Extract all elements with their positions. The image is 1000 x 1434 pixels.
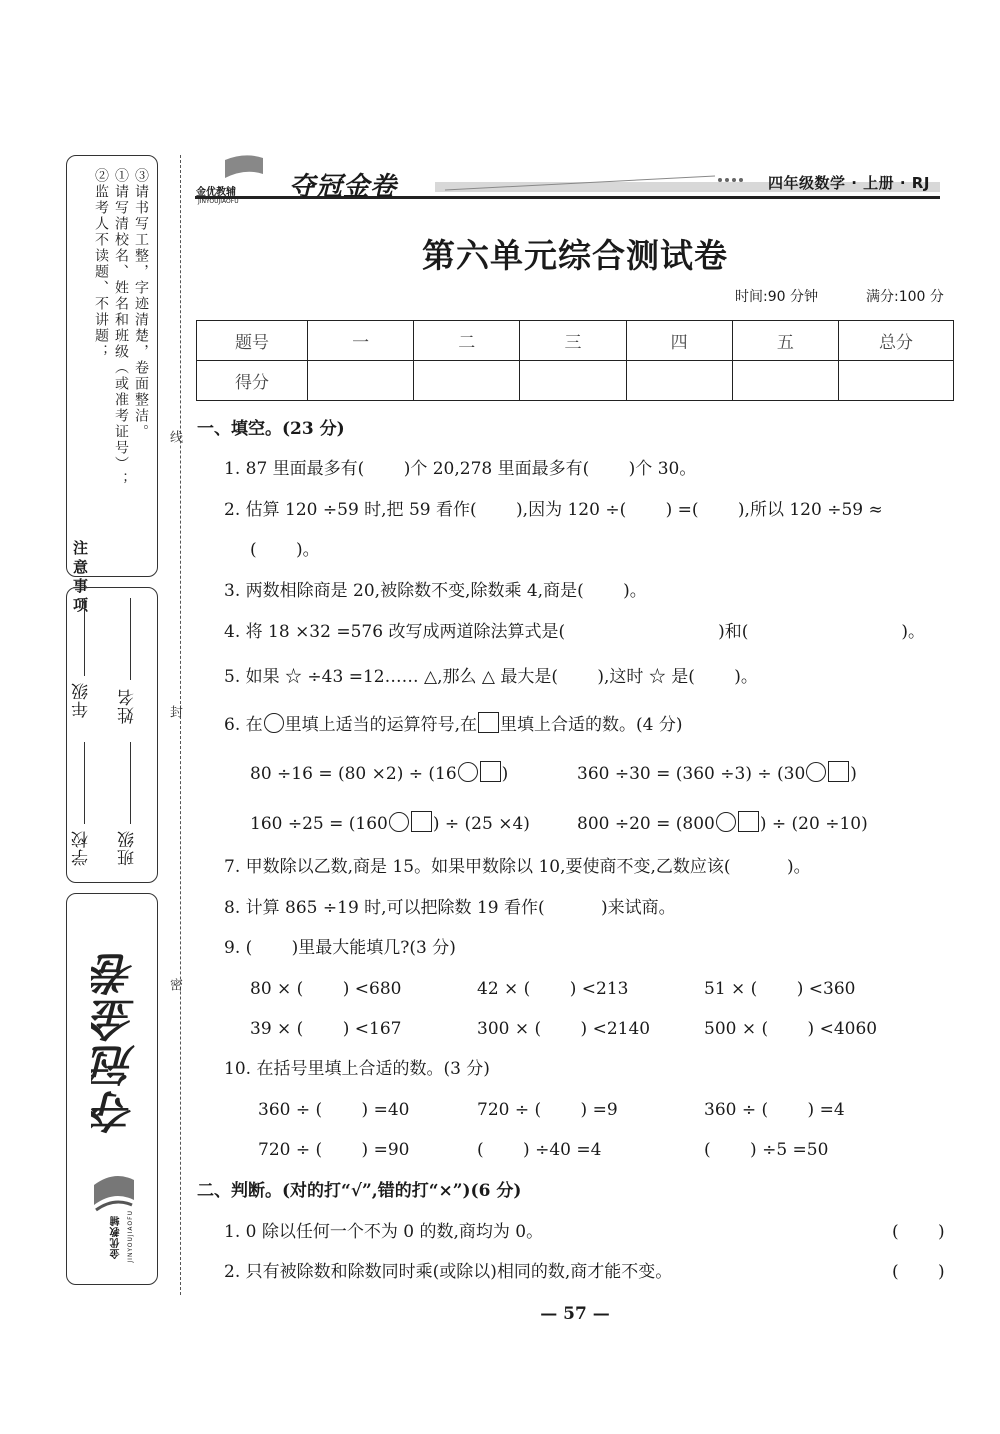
q9-item-6: 500 × ( ) <4060	[704, 1019, 878, 1039]
name-blank[interactable]	[130, 598, 131, 680]
cut-line	[180, 155, 181, 1295]
page-number: — 57 —	[540, 1304, 610, 1324]
q6-item-2-left: 360 ÷30 = (360 ÷3) ÷ (30	[577, 764, 806, 784]
score-cell-4: 四	[626, 321, 732, 361]
school-blank[interactable]	[84, 742, 85, 824]
q10-item-4: 720 ÷ ( ) =90	[258, 1140, 410, 1160]
number-box-input[interactable]	[480, 761, 501, 782]
question-2-cont: ( )。	[250, 540, 320, 560]
number-box-input[interactable]	[411, 811, 432, 832]
score-input-4[interactable]	[626, 361, 732, 401]
question-4: 4. 将 18 ×32 =576 改写成两道除法算式是( )和( )。	[224, 622, 925, 642]
time-limit: 时间:90 分钟	[735, 289, 818, 305]
section1-heading: 一、填空。(23 分)	[197, 419, 345, 439]
q6-item-3	[250, 811, 530, 835]
brand-title: 夺冠金卷	[289, 172, 398, 202]
q6-item-4-right: ) ÷ (20 ÷10)	[759, 814, 868, 834]
score-row-label: 得分	[197, 361, 308, 401]
question-9: 9. ( )里最大能填几?(3 分)	[224, 938, 456, 958]
score-cell-total: 总分	[839, 321, 954, 361]
question-7: 7. 甲数除以乙数,商是 15。如果甲数除以 10,要使商不变,乙数应该( )。	[224, 857, 811, 877]
logo-vertical-text: 金优教辅	[111, 1215, 122, 1259]
question-6-post: 里填上合适的数。(4 分)	[500, 715, 683, 735]
question-2: 2. 估算 120 ÷59 时,把 59 看作( ),因为 120 ÷( ) =( ),所以 120 ÷59 ≈	[224, 500, 883, 520]
logo-text: 金优教辅	[196, 187, 236, 198]
judge-question-2: 2. 只有被除数和除数同时乘(或除以)相同的数,商才能不变。	[224, 1262, 673, 1282]
circle-icon	[264, 713, 284, 733]
question-1: 1. 87 里面最多有( )个 20,278 里面最多有( )个 30。	[224, 459, 697, 479]
number-box-input[interactable]	[738, 811, 759, 832]
q6-item-1	[250, 761, 508, 785]
q6-item-3-right: ) ÷ (25 ×4)	[432, 814, 530, 834]
operator-circle-input[interactable]	[389, 812, 409, 832]
q9-item-5: 300 × ( ) <2140	[477, 1019, 651, 1039]
q9-item-2: 42 × ( ) <213	[477, 979, 629, 999]
score-table	[196, 320, 954, 401]
logo-subtext: JINYOUJIAOFU	[198, 198, 239, 205]
q6-item-1-right: )	[501, 764, 509, 784]
judge-question-1: 1. 0 除以任何一个不为 0 的数,商均为 0。	[224, 1222, 544, 1242]
q10-item-5: ( ) ÷40 =4	[477, 1140, 602, 1160]
q6-item-2	[577, 761, 857, 785]
question-3: 3. 两数相除商是 20,被除数不变,除数乘 4,商是( )。	[224, 581, 647, 601]
score-cell-2: 二	[414, 321, 520, 361]
score-input-total[interactable]	[839, 361, 954, 401]
cut-word-seal: 封	[167, 705, 182, 718]
q6-item-4	[577, 811, 868, 835]
q10-item-6: ( ) ÷5 =50	[704, 1140, 829, 1160]
q9-item-4: 39 × ( ) <167	[250, 1019, 402, 1039]
q6-item-2-right: )	[850, 764, 857, 784]
score-input-1[interactable]	[308, 361, 414, 401]
square-box-icon	[478, 712, 499, 733]
q6-item-4-left: 800 ÷20 = (800	[577, 814, 715, 834]
operator-circle-input[interactable]	[806, 762, 826, 782]
q6-item-1-left: 80 ÷16 = (80 ×2) ÷ (16	[250, 764, 457, 784]
class-label: 班级	[118, 830, 138, 866]
full-score: 满分:100 分	[866, 289, 944, 305]
school-label: 学校	[72, 830, 92, 866]
class-blank[interactable]	[130, 742, 131, 824]
question-6	[224, 712, 683, 736]
operator-circle-input[interactable]	[458, 762, 478, 782]
brand-vertical-title: 夺冠金卷	[92, 950, 143, 1134]
q10-item-1: 360 ÷ ( ) =40	[258, 1100, 410, 1120]
name-label: 姓名	[118, 688, 138, 724]
note-line-2: ②监考人不读题、不讲题；	[93, 168, 109, 360]
score-cell-1: 一	[308, 321, 414, 361]
judge-answer-2[interactable]: ( )	[892, 1262, 945, 1282]
score-table-header-row	[197, 321, 954, 361]
question-10: 10. 在括号里填上合适的数。(3 分)	[224, 1059, 490, 1079]
number-box-input[interactable]	[828, 761, 849, 782]
question-6-pre: 6. 在	[224, 715, 263, 735]
question-8: 8. 计算 865 ÷19 时,可以把除数 19 看作( )来试商。	[224, 898, 676, 918]
q9-item-3: 51 × ( ) <360	[704, 979, 856, 999]
score-table-score-row	[197, 361, 954, 401]
notes-title: 注意事项	[71, 540, 89, 616]
score-input-5[interactable]	[732, 361, 838, 401]
score-cell-5: 五	[732, 321, 838, 361]
grade-label: 年级	[72, 682, 92, 718]
subject-label: 四年级数学 · 上册 · RJ	[768, 174, 930, 192]
q6-item-3-left: 160 ÷25 = (160	[250, 814, 388, 834]
judge-answer-1[interactable]: ( )	[892, 1222, 945, 1242]
section2-heading: 二、判断。(对的打“√”,错的打“×”)(6 分)	[197, 1181, 522, 1201]
score-cell-3: 三	[520, 321, 626, 361]
logo-vertical-sub: JINYOUJIAOFU	[127, 1210, 134, 1263]
q10-item-3: 360 ÷ ( ) =4	[704, 1100, 845, 1120]
score-input-3[interactable]	[520, 361, 626, 401]
cut-word-secret: 密	[167, 978, 182, 991]
operator-circle-input[interactable]	[716, 812, 736, 832]
question-5: 5. 如果 ☆ ÷43 =12…… △,那么 △ 最大是( ),这时 ☆ 是( )。	[224, 667, 758, 687]
page-title: 第六单元综合测试卷	[422, 236, 728, 275]
grade-blank[interactable]	[84, 598, 85, 676]
question-6-mid: 里填上适当的运算符号,在	[284, 715, 478, 735]
q9-item-1: 80 × ( ) <680	[250, 979, 402, 999]
score-cell-label: 题号	[197, 321, 308, 361]
note-line-3b: ③请书写工整，字迹清楚，卷面整洁。	[133, 168, 149, 440]
score-input-2[interactable]	[414, 361, 520, 401]
cut-word-line: 线	[167, 430, 182, 443]
q10-item-2: 720 ÷ ( ) =9	[477, 1100, 618, 1120]
note-line-1: ①请写清校名、姓名和班级（或准考证号）；	[113, 168, 129, 488]
